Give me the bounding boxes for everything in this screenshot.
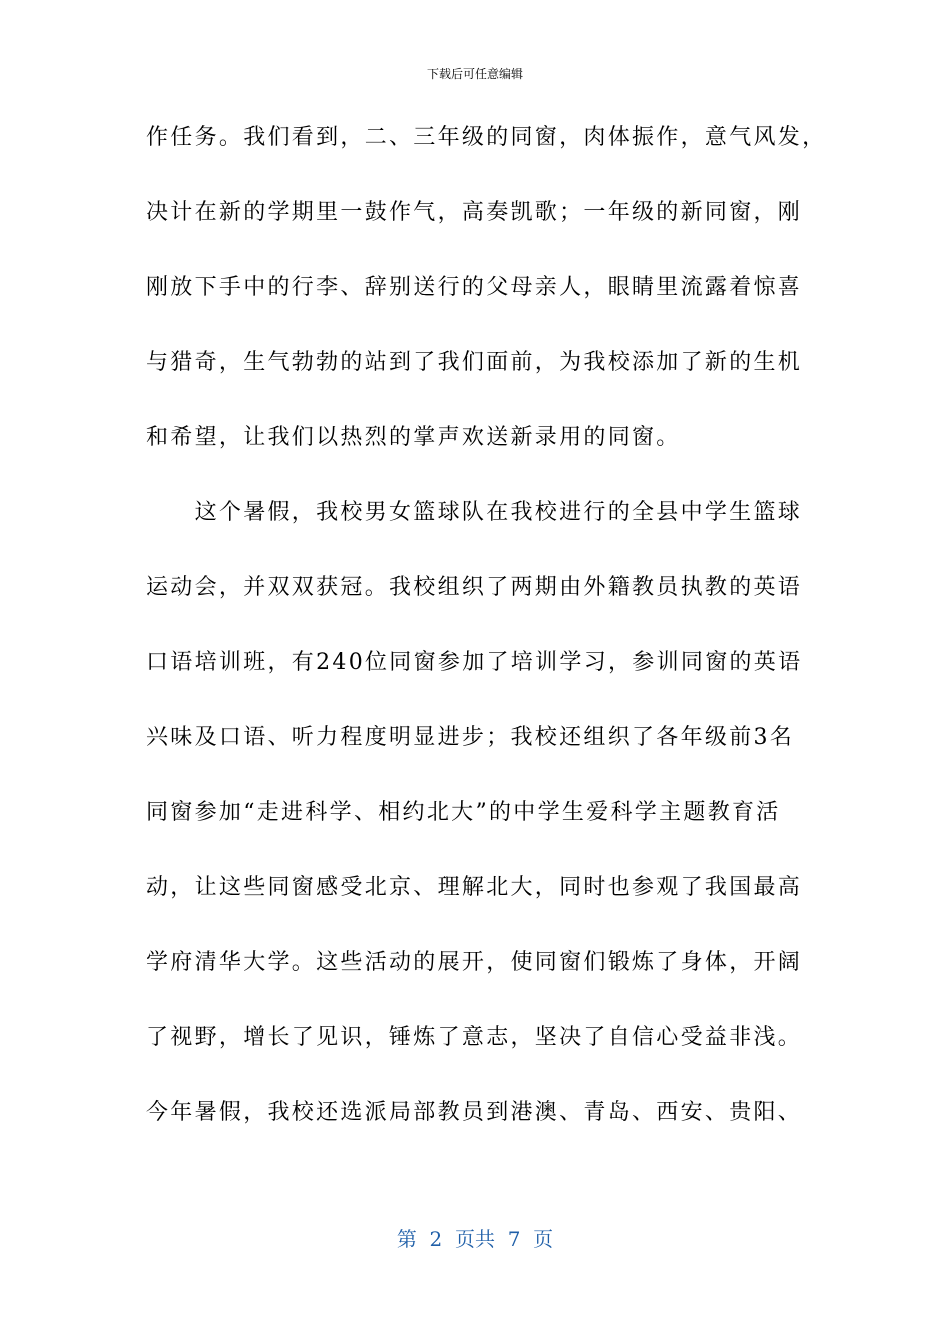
text-line: 今年暑假，我校还选派局部教员到港澳、青岛、西安、贵阳、	[146, 1100, 803, 1125]
text-line: 同窗参加“走进科学、相约北大”的中学生爱科学主题教育活	[146, 800, 781, 825]
text-line: 这个暑假，我校男女篮球队在我校进行的全县中学生篮球	[146, 500, 803, 525]
text-line: 作任务。我们看到，二、三年级的同窗，肉体振作，意气风发，	[146, 125, 827, 150]
text-line: 动，让这些同窗感受北京、理解北大，同时也参观了我国最高	[146, 875, 803, 900]
text-line: 了视野，增长了见识，锤炼了意志，坚决了自信心受益非浅。	[146, 1025, 803, 1050]
text-line: 口语培训班，有240位同窗参加了培训学习，参训同窗的英语	[146, 650, 803, 675]
text-line: 学府清华大学。这些活动的展开，使同窗们锻炼了身体，开阔	[146, 950, 803, 975]
page-header: 下载后可任意编辑	[426, 67, 523, 81]
text-line: 决计在新的学期里一鼓作气，高奏凯歌；一年级的新同窗，刚	[146, 200, 803, 225]
text-line: 和希望，让我们以热烈的掌声欢送新录用的同窗。	[146, 425, 681, 450]
text-line: 兴味及口语、听力程度明显进步；我校还组织了各年级前3名	[146, 725, 795, 750]
text-line: 与猎奇，生气勃勃的站到了我们面前，为我校添加了新的生机	[146, 350, 803, 375]
page-number-footer: 第 2 页共 7 页	[396, 1227, 554, 1251]
text-line: 刚放下手中的行李、辞别送行的父母亲人，眼睛里流露着惊喜	[146, 275, 803, 300]
text-line: 运动会，并双双获冠。我校组织了两期由外籍教员执教的英语	[146, 575, 803, 600]
